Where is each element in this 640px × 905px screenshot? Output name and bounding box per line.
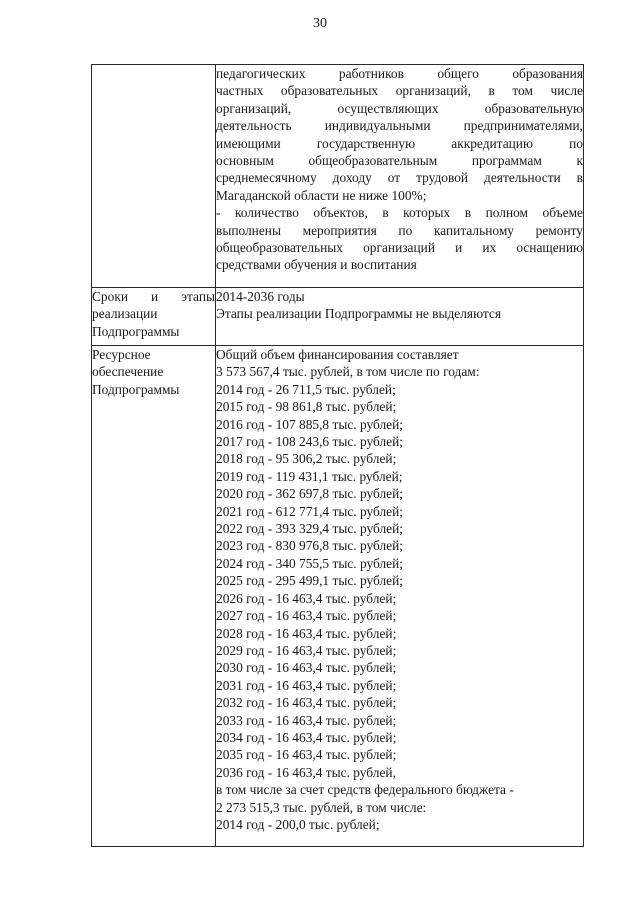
text-line: 2033 год - 16 463,4 тыс. рублей;	[216, 712, 397, 728]
text-line: имеющими государственную аккредитацию по	[216, 135, 583, 151]
text-line: частных образовательных организаций, в том числе	[216, 83, 583, 99]
text-line: 2014 год - 200,0 тыс. рублей;	[216, 816, 380, 832]
text-line: 2016 год - 107 885,8 тыс. рублей;	[216, 416, 403, 432]
page-number: 30	[313, 16, 327, 31]
text-line: педагогических работников общего образования	[216, 66, 583, 81]
text-line: средствами обучения и воспитания	[216, 257, 417, 273]
text-line: Подпрограммы	[92, 323, 180, 339]
timeline-cell	[216, 288, 584, 346]
indicators-cell	[216, 65, 584, 288]
text-line: Магаданской области не ниже 100%;	[216, 187, 427, 203]
text-line: 2019 год - 119 431,1 тыс. рублей;	[216, 468, 403, 484]
text-line: 2021 год - 612 771,4 тыс. рублей;	[216, 503, 403, 519]
table-row	[92, 65, 584, 288]
text-line: 3 573 567,4 тыс. рублей, в том числе по годам:	[216, 364, 480, 380]
text-line: Этапы реализации Подпрограммы не выделяются	[216, 306, 502, 322]
text-line: 2024 год - 340 755,5 тыс. рублей;	[216, 555, 403, 571]
text-line: реализации	[92, 306, 158, 322]
row-label-cell	[92, 346, 216, 847]
text-line: основным общеобразовательным программам к	[216, 153, 583, 169]
text-line: 2 273 515,3 тыс. рублей, в том числе:	[216, 799, 427, 815]
text-line: общеобразовательных организаций и их оснащению	[216, 240, 583, 256]
text-line: 2015 год - 98 861,8 тыс. рублей;	[216, 399, 397, 415]
row-label-cell	[92, 288, 216, 346]
table-row	[92, 346, 584, 847]
text-line: Общий объем финансирования составляет	[216, 347, 459, 362]
text-line: - количество объектов, в которых в полном объеме	[216, 205, 583, 221]
text-line: 2025 год - 295 499,1 тыс. рублей;	[216, 573, 403, 589]
text-line: 2029 год - 16 463,4 тыс. рублей;	[216, 642, 397, 658]
text-line: среднемесячному доходу от трудовой деятельности в	[216, 170, 583, 186]
text-line: 2017 год - 108 243,6 тыс. рублей;	[216, 434, 403, 450]
text-line: 2031 год - 16 463,4 тыс. рублей;	[216, 677, 397, 693]
text-line: Ресурсное	[92, 347, 151, 362]
text-line: обеспечение	[92, 364, 164, 380]
text-line: 2014-2036 годы	[216, 289, 305, 304]
text-line: 2020 год - 362 697,8 тыс. рублей;	[216, 486, 403, 502]
table-row	[92, 288, 584, 346]
text-line: деятельность индивидуальными предпринимателями,	[216, 118, 583, 134]
text-line: 2023 год - 830 976,8 тыс. рублей;	[216, 538, 403, 554]
text-line: 2034 год - 16 463,4 тыс. рублей;	[216, 729, 397, 745]
subprogram-passport-table	[91, 64, 584, 847]
text-line: 2030 год - 16 463,4 тыс. рублей;	[216, 660, 397, 676]
text-line: в том числе за счет средств федерального бюджета -	[216, 782, 514, 798]
text-line: организаций, осуществляющих образовательную	[216, 100, 583, 116]
text-line: 2032 год - 16 463,4 тыс. рублей;	[216, 695, 397, 711]
text-line: 2022 год - 393 329,4 тыс. рублей;	[216, 521, 403, 537]
text-line: 2018 год - 95 306,2 тыс. рублей;	[216, 451, 397, 467]
funding-cell	[216, 346, 584, 847]
text-line: 2026 год - 16 463,4 тыс. рублей;	[216, 590, 397, 606]
text-line: Сроки и этапы	[92, 289, 215, 304]
text-line: 2028 год - 16 463,4 тыс. рублей;	[216, 625, 397, 641]
text-line: 2035 год - 16 463,4 тыс. рублей;	[216, 747, 397, 763]
text-line: 2036 год - 16 463,4 тыс. рублей,	[216, 764, 396, 780]
text-line: выполнены мероприятия по капитальному ремонту	[216, 222, 583, 238]
text-line: 2027 год - 16 463,4 тыс. рублей;	[216, 608, 397, 624]
row-label-cell	[92, 65, 216, 288]
text-line: 2014 год - 26 711,5 тыс. рублей;	[216, 381, 396, 397]
text-line: Подпрограммы	[92, 381, 180, 397]
